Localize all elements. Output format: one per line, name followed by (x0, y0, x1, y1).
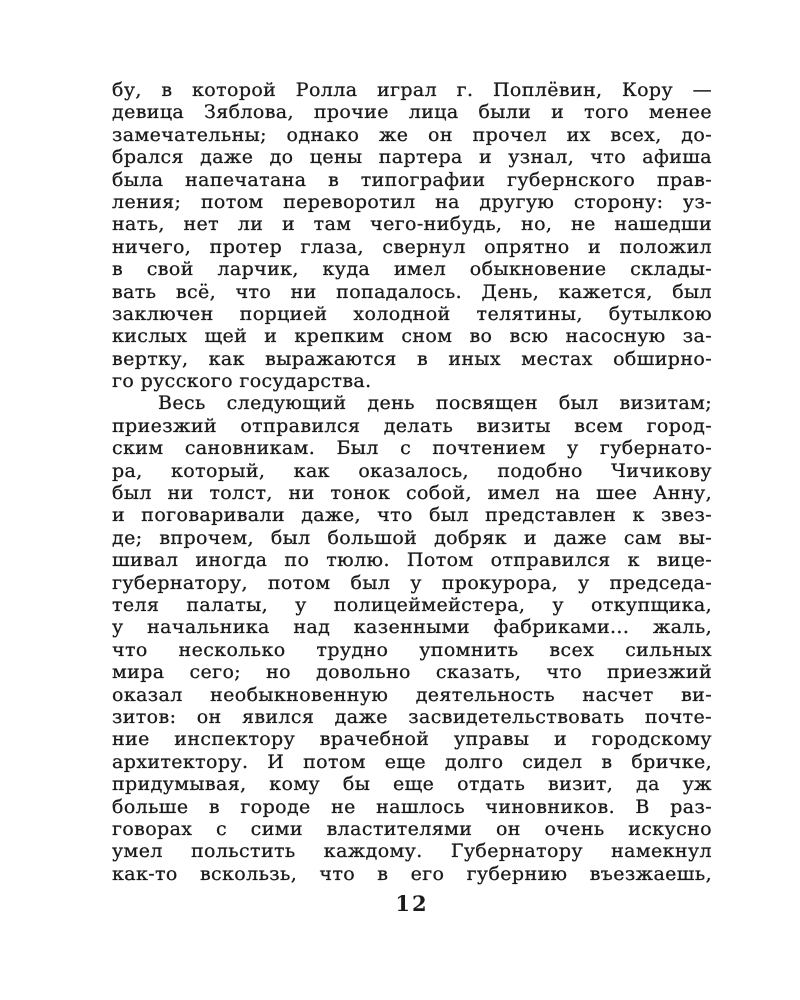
text-line: ра, который, как оказалось, подобно Чичикову (112, 459, 712, 482)
text-line: была напечатана в типографии губернского прав- (112, 168, 712, 191)
text-line: кислых щей и крепким сном во всю насосную за- (112, 325, 712, 348)
text-line: теля палаты, у полицеймейстера, у откупщика, (112, 593, 712, 616)
paragraph (112, 392, 712, 885)
text-line: брался даже до цены партера и узнал, что афиша (112, 146, 712, 169)
text-line: оказал необыкновенную деятельность насчет ви- (112, 683, 712, 706)
text-line: ничего, протер глаза, свернул опрятно и положил (112, 235, 712, 258)
text-line: что несколько трудно упомнить всех сильных (112, 638, 712, 661)
page-number: 12 (395, 891, 429, 916)
text-line: шивал иногда по тюлю. Потом отправился к вице- (112, 549, 712, 572)
text-line: девица Зяблова, прочие лица были и того менее (112, 101, 712, 124)
text-line: у начальника над казенными фабриками... жаль, (112, 616, 712, 639)
text-line: говорах с сими властителями он очень искусно (112, 817, 712, 840)
text-line: Весь следующий день посвящен был визитам; (158, 392, 712, 415)
paragraph (112, 79, 712, 392)
text-line: был ни толст, ни тонок собой, имел на шее Анну, (112, 482, 712, 505)
text-line: придумывая, кому бы еще отдать визит, да уж (112, 773, 712, 796)
text-line: мира сего; но довольно сказать, что приезжий (112, 661, 712, 684)
text-line: замечательны; однако же он прочел их всех, до- (112, 123, 712, 146)
text-line: бу, в которой Ролла играл г. Поплёвин, Кору — (112, 79, 712, 101)
text-line: в свой ларчик, куда имел обыкновение склады- (112, 258, 712, 281)
text-block (112, 79, 712, 885)
text-line: ским сановникам. Был с почтением у губернато- (112, 437, 712, 460)
text-line: заключен порцией холодной телятины, бутылкою (112, 302, 712, 325)
text-line: приезжий отправился делать визиты всем город- (112, 414, 712, 437)
text-line: де; впрочем, был большой добряк и даже сам вы- (112, 526, 712, 549)
text-line: ние инспектору врачебной управы и городскому (112, 728, 712, 751)
text-line: вертку, как выражаются в иных местах обширно- (112, 347, 712, 370)
text-line: больше в городе не нашлось чиновников. В раз- (112, 795, 712, 818)
text-line: как-то вскользь, что в его губернию въезжаешь, (112, 862, 712, 885)
text-line: и поговаривали даже, что был представлен к звез- (112, 504, 712, 527)
text-line: го русского государства. (112, 370, 372, 393)
text-line: нать, нет ли и там чего-нибудь, но, не нашедши (112, 213, 712, 236)
text-line: умел польстить каждому. Губернатору намекнул (112, 840, 712, 863)
text-line: губернатору, потом был у прокурора, у председа- (112, 571, 712, 594)
text-line: вать всё, что ни попадалось. День, кажется, был (112, 280, 712, 303)
text-line: архитектору. И потом еще долго сидел в бричке, (112, 750, 712, 773)
text-line: ления; потом переворотил на другую сторону: уз- (112, 190, 712, 213)
text-line: зитов: он явился даже засвидетельствовать почте- (112, 705, 712, 728)
